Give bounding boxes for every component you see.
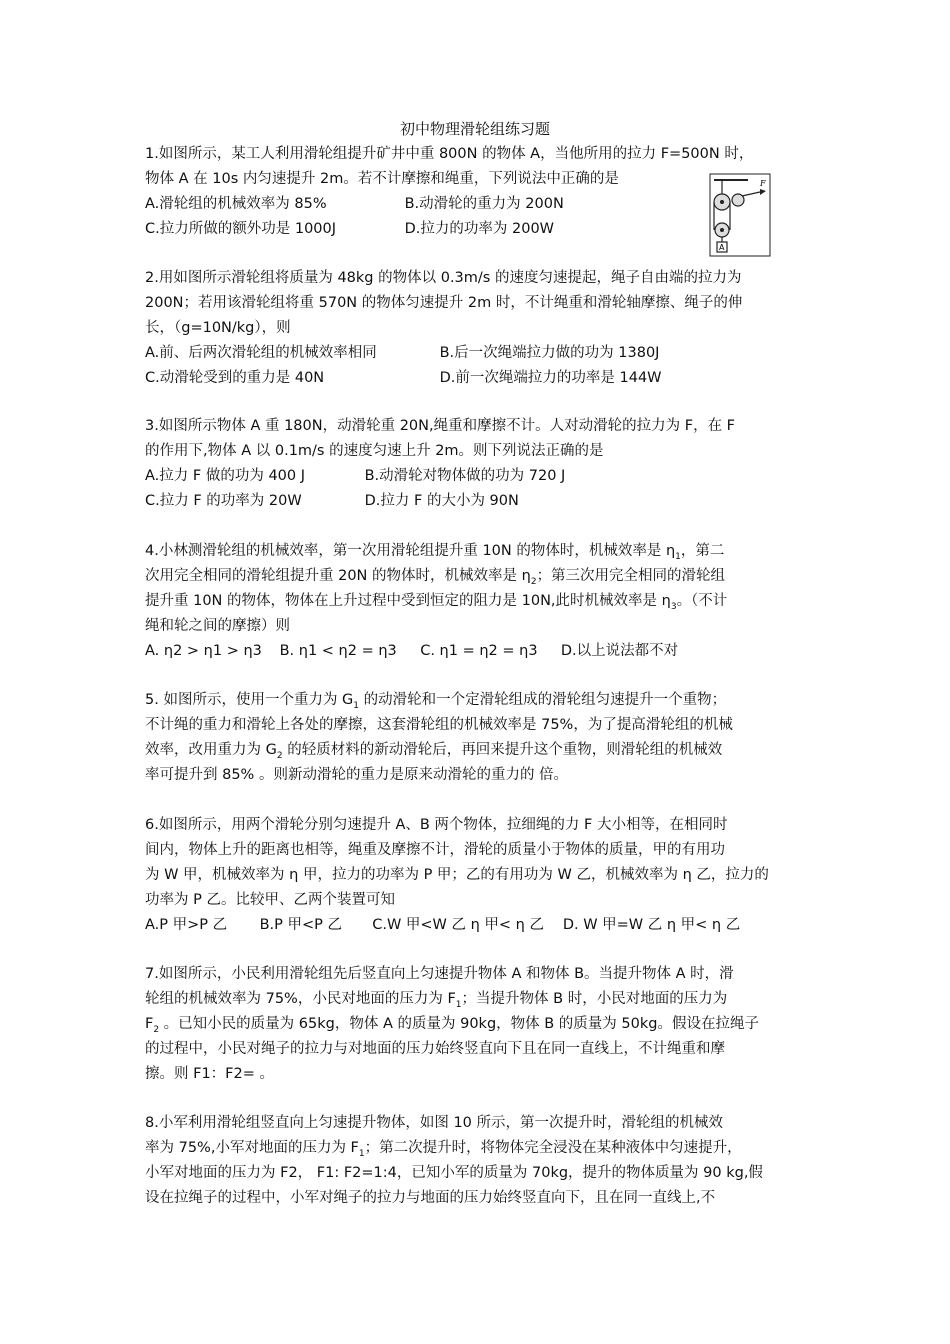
q7-line-4: 的过程中，小民对绳子的拉力与对地面的压力始终竖直向下且在同一直线上，不计绳重和摩 [145, 1041, 725, 1057]
object-a-label: A [719, 243, 725, 252]
force-arrow-icon [760, 189, 766, 195]
eta-3-subscript: 3 [670, 602, 677, 612]
q6-line-1: 6.如图所示，用两个滑轮分别匀速提升 A、B 两个物体，拉细绳的力 F 大小相等，在相同时 [145, 817, 728, 833]
eta-1-subscript: 1 [675, 552, 681, 562]
page-title: 初中物理滑轮组练习题 [399, 120, 550, 138]
q3-option-a: A.拉力 F 做的功为 400 J [145, 468, 306, 484]
q3-line-2: 的作用下,物体 A 以 0.1m/s 的速度匀速上升 2m。则下列说法正确的是 [145, 443, 604, 459]
q6-option-a: A.P 甲>P 乙 [145, 917, 228, 933]
q4-line-3-text: 提升重 10N 的物体，物体在上升过程中受到恒定的阻力是 10N,此时机械效率是 η [145, 593, 671, 609]
q3-option-b: B.动滑轮对物体做的功为 720 J [364, 468, 566, 484]
q2-option-d: D.前一次绳端拉力的功率是 144W [439, 370, 662, 386]
q2-option-b: B.后一次绳端拉力做的功为 1380J [439, 345, 660, 361]
f1-subscript: 1 [455, 1000, 462, 1010]
pulley-diagram-svg [708, 172, 772, 258]
q8-line-2-end: ；第二次提升时，将物体完全浸没在某种液体中匀速提升， [364, 1140, 742, 1156]
q3-option-c: C.拉力 F 的功率为 20W [145, 493, 302, 509]
question-2 [145, 266, 810, 391]
f2-subscript: 2 [153, 1025, 160, 1035]
q7-line-2-end: ；当提升物体 B 时，小民对地面的压力为 [461, 991, 728, 1007]
q1-line-1: 1.如图所示，某工人利用滑轮组提升矿井中重 800N 的物体 A，当他所用的拉力 F=500N 时， [145, 146, 754, 162]
q5-line-1-end: 的动滑轮和一个定滑轮组成的滑轮组匀速提升一个重物； [359, 692, 727, 708]
q6-option-d: D. W 甲=W 乙 η 甲< η 乙 [562, 917, 741, 933]
q8-f1-subscript: 1 [358, 1149, 365, 1159]
q8-line-1: 8.小军利用滑轮组竖直向上匀速提升物体，如图 10 所示，第一次提升时，滑轮组的机械效 [145, 1115, 723, 1131]
q7-line-1: 7.如图所示，小民利用滑轮组先后竖直向上匀速提升物体 A 和物体 B。当提升物体 A 时，滑 [145, 966, 734, 982]
q5-line-3-text: 效率，改用重力为 G [145, 742, 277, 758]
q1-option-c: C.拉力所做的额外功是 1000J [145, 221, 337, 237]
q2-line-1: 2.用如图所示滑轮组将质量为 48kg 的物体以 0.3m/s 的速度匀速提起，绳子自由端的拉力为 [145, 270, 742, 286]
q5-line-3-end: 的轻质材料的新动滑轮后，再回来提升这个重物，则滑轮组的机械效 [282, 742, 723, 758]
question-5 [145, 688, 810, 788]
q4-line-2-end: ；第三次用完全相同的滑轮组 [536, 568, 726, 584]
q4-line-3-end: 。（不计 [676, 593, 728, 609]
q6-line-2: 间内，物体上升的距离也相等，绳重及摩擦不计，滑轮的质量小于物体的质量，甲的有用功 [145, 842, 725, 858]
g2-subscript: 2 [276, 751, 283, 761]
q4-line-4: 绳和轮之间的摩擦）则 [145, 618, 290, 634]
g1-subscript: 1 [353, 701, 360, 711]
q3-option-d: D.拉力 F 的大小为 90N [364, 493, 519, 509]
eta-2-subscript: 2 [530, 577, 537, 587]
q7-line-5: 擦。则 F1：F2= 。 [145, 1066, 274, 1082]
q8-line-2-text: 率为 75%,小军对地面的压力为 F [145, 1140, 359, 1156]
q4-line-2-text: 次用完全相同的滑轮组提升重 20N 的物体时，机械效率是 η [145, 568, 531, 584]
q1-line-2: 物体 A 在 10s 内匀速提升 2m。若不计摩擦和绳重，下列说法中正确的是 [145, 171, 619, 187]
q4-line-1-end: ，第二 [680, 543, 725, 559]
q1-option-b: B.动滑轮的重力为 200N [404, 196, 564, 212]
q3-line-1: 3.如图所示物体 A 重 180N，动滑轮重 20N,绳重和摩擦不计。人对动滑轮的拉力为 F，在 F [145, 418, 736, 434]
force-label: F [760, 179, 766, 188]
q7-line-3-start: F [145, 1016, 154, 1032]
q2-option-c: C.动滑轮受到的重力是 40N [145, 370, 325, 386]
q6-line-4: 功率为 P 乙。比较甲、乙两个装置可知 [145, 892, 395, 908]
question-7 [145, 962, 810, 1087]
q6-line-3: 为 W 甲，机械效率为 η 甲，拉力的功率为 P 甲；乙的有用功为 W 乙，机械效率为 η 乙，拉力的 [145, 867, 769, 883]
question-8 [145, 1111, 810, 1211]
q8-line-4: 设在拉绳子的过程中，小军对绳子的拉力与地面的压力始终竖直向下，且在同一直线上,不 [145, 1190, 716, 1206]
q6-option-c: C.W 甲<W 乙 η 甲< η 乙 [372, 917, 544, 933]
q4-line-1-text: 4.小林测滑轮组的机械效率，第一次用滑轮组提升重 10N 的物体时，机械效率是 η [145, 543, 676, 559]
q2-line-3: 长，（g=10N/kg），则 [145, 320, 291, 336]
q7-line-3-text: 。已知小民的质量为 65kg，物体 A 的质量为 90kg，物体 B 的质量为 50kg。假设在拉绳子 [159, 1016, 759, 1032]
q5-line-4: 率可提升到 85% 。则新动滑轮的重力是原来动滑轮的重力的 倍。 [145, 767, 569, 783]
q4-option-d: D.以上说法都不对 [560, 643, 679, 659]
q8-line-3: 小军对地面的压力为 F2， F1: F2=1:4，已知小军的质量为 70kg，提升的物体质量为 90 kg,假 [145, 1165, 763, 1181]
question-3 [145, 414, 810, 514]
q4-option-b: B. η1 < η2 = η3 [279, 643, 397, 659]
q1-option-a: A.滑轮组的机械效率为 85% [145, 196, 327, 212]
rope-free-end [742, 192, 760, 196]
q2-option-a: A.前、后两次滑轮组的机械效率相同 [145, 345, 377, 361]
q1-option-d: D.拉力的功率为 200W [404, 221, 555, 237]
q5-line-2: 不计绳的重力和滑轮上各处的摩擦，这套滑轮组的机械效率是 75%，为了提高滑轮组的机械 [145, 717, 733, 733]
q7-line-2-text: 轮组的机械效率为 75%，小民对地面的压力为 F [145, 991, 456, 1007]
q5-line-1-text: 5. 如图所示，使用一个重力为 G [145, 692, 354, 708]
q6-option-b: B.P 甲<P 乙 [259, 917, 343, 933]
question-6 [145, 813, 810, 938]
pulley-figure [708, 172, 772, 258]
question-4 [145, 539, 810, 664]
q2-line-2: 200N；若用该滑轮组将重 570N 的物体匀速提升 2m 时，不计绳重和滑轮轴摩擦、绳子的伸 [145, 295, 743, 311]
q4-option-c: C. η1 = η2 = η3 [420, 643, 538, 659]
q4-option-a: A. η2 > η1 > η3 [145, 643, 262, 659]
